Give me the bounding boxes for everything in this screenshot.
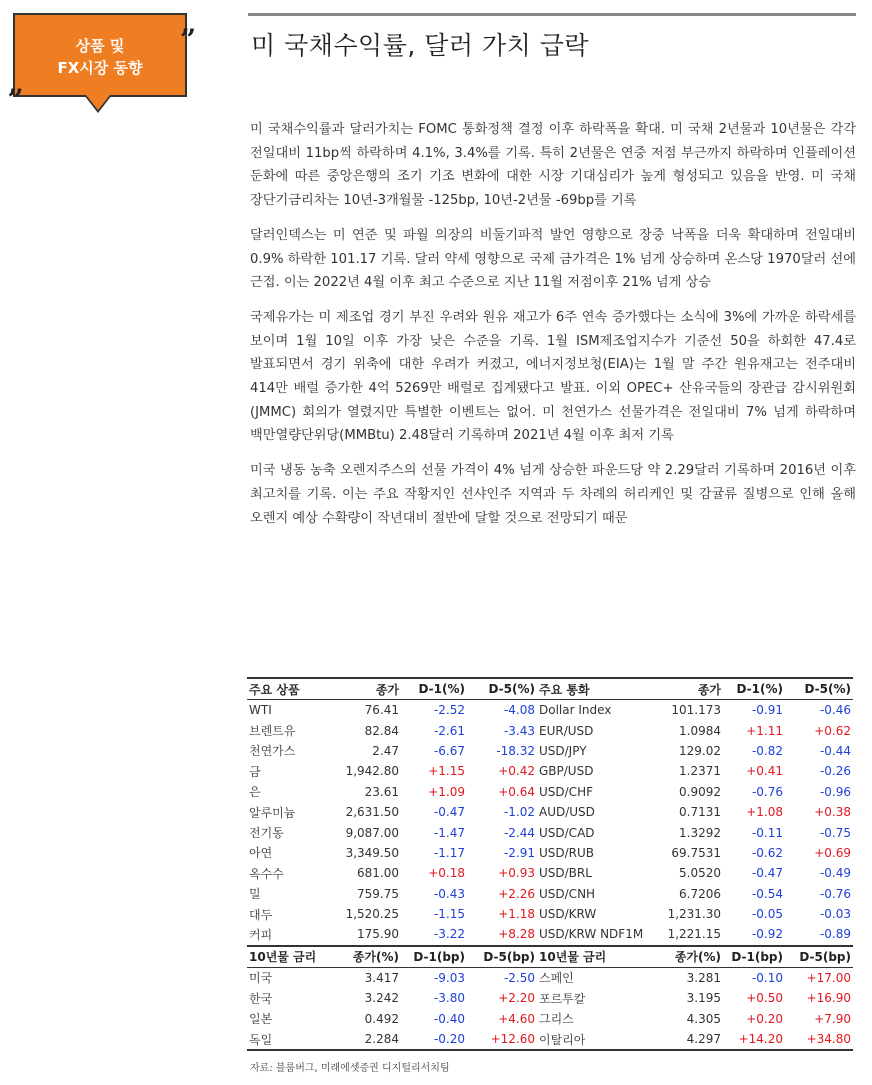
- table-cell: -3.22: [433, 927, 465, 942]
- table-cell: +0.93: [498, 866, 535, 881]
- table-row: [247, 988, 853, 1008]
- paragraph: 미 국채수익률과 달러가치는 FOMC 통화정책 결정 이후 하락폭을 확대. 미 국채 2년물과 10년물은 각각 전일대비 11bp씩 하락하며 4.1%, 3.4%를 기록. 특히 2년물은 연중 저점 부근까지 하락하며 인플레이션 둔화에 따른 중앙은행의 조기 기조 변화에 대한 시장 기대심리가 높게 형성되고 있음을 반영. 미 국채 장단기금리차는 10년-3개월물 -125bp, 10년-2년물 -69bp를 기록: [250, 122, 856, 209]
- table-row: [247, 761, 853, 781]
- table-cell: -0.40: [433, 1011, 465, 1026]
- column-header: D-1(%): [723, 678, 785, 700]
- column-header: 종가: [649, 678, 723, 700]
- table-cell: -4.08: [503, 703, 535, 718]
- table-row: [247, 904, 853, 924]
- table-cell: 129.02: [679, 743, 721, 758]
- table-cell: GBP/USD: [539, 764, 594, 779]
- column-header: 종가: [327, 678, 401, 700]
- table-cell: +0.20: [746, 1011, 783, 1026]
- source-note: 자료: 블룸버그, 미래에셋증권 디지털리서치팀: [250, 1063, 450, 1074]
- table-cell: 0.492: [364, 1011, 399, 1026]
- table-cell: -0.91: [751, 703, 783, 718]
- table-cell: +16.90: [806, 991, 851, 1006]
- table-cell: 1,221.15: [667, 927, 721, 942]
- table-header-row: [247, 946, 853, 968]
- table-cell: -3.43: [503, 723, 535, 738]
- column-header: D-5(%): [785, 678, 853, 700]
- quote-mark-close-icon: ”: [180, 23, 197, 56]
- column-header: D-5(%): [467, 678, 537, 700]
- section-badge: [13, 13, 187, 97]
- table-cell: 그리스: [539, 1012, 574, 1027]
- column-header: 주요 상품: [247, 678, 327, 700]
- table-cell: 2.284: [327, 1029, 401, 1050]
- table-cell: 금: [249, 764, 261, 779]
- table-cell: 759.75: [357, 886, 399, 901]
- table-cell: USD/KRW NDF1M: [539, 927, 644, 942]
- table-cell: 1,942.80: [345, 764, 399, 779]
- table-cell: -0.49: [819, 866, 851, 881]
- column-header: 종가(%): [649, 946, 723, 968]
- paragraph: 달러인덱스는 미 연준 및 파월 의장의 비둘기파적 발언 영향으로 장중 낙폭을 더욱 확대하며 전일대비 0.9% 하락한 101.17 기록. 달러 약세 영향으로 국제 금가격은 1% 넘게 상승하며 온스당 1970달러 선에 근접. 이는 2022년 4월 이후 최고 수준으로 지난 11월 저점이후 21% 넘게 상승: [250, 227, 856, 291]
- table-cell: 2,631.50: [345, 805, 399, 820]
- table-cell: -9.03: [433, 970, 465, 985]
- table-cell: 전기동: [249, 826, 284, 841]
- table-cell: -0.44: [819, 743, 851, 758]
- table-cell: 옥수수: [249, 866, 284, 881]
- table-cell: -0.47: [433, 805, 465, 820]
- table-cell: -0.89: [819, 927, 851, 942]
- table-cell: -0.92: [751, 927, 783, 942]
- table-cell: 3.242: [364, 991, 399, 1006]
- table-cell: -0.75: [819, 825, 851, 840]
- table-cell: 681.00: [357, 866, 399, 881]
- table-cell: +0.64: [498, 784, 535, 799]
- table-cell: 포르투칼: [539, 991, 586, 1006]
- table-cell: +0.50: [746, 991, 783, 1006]
- column-header: 종가(%): [327, 946, 401, 968]
- table-cell: -0.47: [751, 866, 783, 881]
- table-cell: WTI: [249, 703, 272, 718]
- table-cell: 3,349.50: [345, 845, 399, 860]
- table-cell: 3.417: [364, 970, 399, 985]
- table-cell: 0.9092: [679, 784, 721, 799]
- table-cell: 2.47: [372, 743, 399, 758]
- table-cell: -1.15: [433, 907, 465, 922]
- table-row: [247, 720, 853, 740]
- column-header: D-1(bp): [401, 946, 467, 968]
- table-row: [247, 967, 853, 988]
- table-cell: +0.18: [428, 866, 465, 881]
- table-cell: 한국: [249, 991, 273, 1006]
- table-cell: USD/CHF: [539, 784, 593, 799]
- table-cell: 4.305: [686, 1011, 721, 1026]
- table-cell: 스페인: [539, 971, 574, 986]
- table-cell: USD/JPY: [539, 743, 587, 758]
- table-cell: +2.26: [498, 886, 535, 901]
- table-cell: 76.41: [364, 703, 399, 718]
- table-cell: AUD/USD: [539, 805, 595, 820]
- table-cell: -0.82: [751, 743, 783, 758]
- column-header: 10년물 금리: [247, 946, 327, 968]
- table-cell: -0.62: [751, 845, 783, 860]
- table-cell: USD/KRW: [539, 907, 597, 922]
- table-cell: +4.60: [498, 1011, 535, 1026]
- column-header: D-1(bp): [723, 946, 785, 968]
- table-cell: +0.62: [814, 723, 851, 738]
- table-cell: -2.52: [433, 703, 465, 718]
- table-cell: 1.0984: [679, 723, 721, 738]
- table-cell: +1.11: [746, 723, 783, 738]
- table-cell: 알루미늄: [249, 805, 296, 820]
- table-cell: 독일: [247, 1029, 327, 1050]
- table-cell: +0.42: [498, 764, 535, 779]
- table-cell: +1.15: [428, 764, 465, 779]
- table-cell: 1,231.30: [667, 907, 721, 922]
- table-cell: +2.20: [498, 991, 535, 1006]
- table-row: [247, 822, 853, 842]
- table-cell: 175.90: [357, 927, 399, 942]
- table-cell: 밀: [249, 887, 261, 902]
- paragraph: 미국 냉동 농축 오렌지주스의 선물 가격이 4% 넘게 상승한 파운드당 약 2.29달러 기록하며 2016년 이후 최고치를 기록. 이는 주요 작황지인 선샤인주 지역과 두 차례의 허리케인 및 감귤류 질병으로 인해 올해 오렌지 예상 수확량이 작년대비 절반에 달할 것으로 전망되기 때문: [250, 463, 856, 526]
- table-cell: 은: [249, 785, 261, 800]
- table-cell: -0.76: [819, 886, 851, 901]
- paragraph: 국제유가는 미 제조업 경기 부진 우려와 원유 재고가 6주 연속 증가했다는 소식에 3%에 가까운 하락세를 보이며 1월 10일 이후 가장 낮은 수준을 기록. 1월 ISM제조업지수가 기준선 50을 하회한 47.4로 발표되면서 경기 위축에 대한 우려가 커졌고, 에너지정보청(EIA)는 1월 말 주간 원유재고는 전주대비 414만 배럴 증가한 4억 5269만 배럴로 집계됐다고 발표. 이외 OPEC+ 산유국들의 장관급 감시위원회(JMMC) 회의가 열렸지만 특별한 이벤트는 없어. 미 천연가스 선물가격은 전일대비 7% 넘게 하락하며 백만열량단위당(MMBtu) 2.48달러 기록하며 2021년 4월 이후 최저 기록: [250, 309, 856, 444]
- market-table: [247, 677, 853, 1051]
- table-cell: 커피: [249, 927, 273, 942]
- table-row: [247, 782, 853, 802]
- table-cell: +14.20: [723, 1029, 785, 1050]
- table-cell: -18.32: [496, 743, 535, 758]
- table-row: [247, 1008, 853, 1028]
- badge-tail-fill: [86, 95, 110, 110]
- table-cell: 미국: [249, 971, 273, 986]
- table-cell: -0.96: [819, 784, 851, 799]
- table-cell: 1,520.25: [345, 907, 399, 922]
- quote-mark-open-icon: „: [8, 67, 25, 100]
- table-cell: +12.60: [467, 1029, 537, 1050]
- table-cell: +34.80: [785, 1029, 853, 1050]
- title-rule: [248, 13, 856, 16]
- table-cell: 대두: [249, 907, 273, 922]
- table-row: [247, 924, 853, 945]
- table-cell: -2.91: [503, 845, 535, 860]
- table-cell: -0.20: [401, 1029, 467, 1050]
- table-cell: 아연: [249, 846, 273, 861]
- table-cell: 69.7531: [671, 845, 721, 860]
- table-cell: -2.50: [503, 970, 535, 985]
- table-cell: -2.44: [503, 825, 535, 840]
- badge-line-1: 상품 및: [75, 37, 125, 55]
- table-cell: -0.03: [819, 907, 851, 922]
- badge-line-2: FX시장 동향: [57, 59, 143, 77]
- table-cell: 이탈리아: [537, 1029, 649, 1050]
- table-cell: 0.7131: [679, 805, 721, 820]
- table-cell: 3.195: [686, 991, 721, 1006]
- table-row: [247, 700, 853, 721]
- table-row: [247, 741, 853, 761]
- table-cell: -1.47: [433, 825, 465, 840]
- table-cell: +0.41: [746, 764, 783, 779]
- table-cell: -0.26: [819, 764, 851, 779]
- table-cell: USD/CAD: [539, 825, 595, 840]
- table-cell: 6.7206: [679, 886, 721, 901]
- table-cell: +7.90: [814, 1011, 851, 1026]
- table-cell: -1.17: [433, 845, 465, 860]
- table-cell: +0.38: [814, 805, 851, 820]
- table-cell: 5.0520: [679, 866, 721, 881]
- table-cell: +8.28: [498, 927, 535, 942]
- table-row: [247, 1029, 853, 1050]
- column-header: D-1(%): [401, 678, 467, 700]
- table-cell: USD/BRL: [539, 866, 592, 881]
- table-cell: -3.80: [433, 991, 465, 1006]
- table-cell: -6.67: [433, 743, 465, 758]
- table-cell: 일본: [249, 1012, 273, 1027]
- table-cell: 23.61: [364, 784, 399, 799]
- table-cell: 82.84: [364, 723, 399, 738]
- table-cell: Dollar Index: [539, 703, 612, 718]
- table-cell: -1.02: [503, 805, 535, 820]
- column-header: D-5(bp): [467, 946, 537, 968]
- article-body: [250, 118, 856, 541]
- table-cell: 1.3292: [679, 825, 721, 840]
- page-title: 미 국채수익률, 달러 가치 급락: [251, 31, 590, 60]
- table-cell: USD/RUB: [539, 845, 595, 860]
- table-cell: -0.10: [751, 970, 783, 985]
- table-row: [247, 884, 853, 904]
- table-cell: 1.2371: [679, 764, 721, 779]
- table-cell: -0.05: [751, 907, 783, 922]
- table-cell: +1.18: [498, 907, 535, 922]
- table-cell: -0.46: [819, 703, 851, 718]
- table-row: [247, 843, 853, 863]
- table-cell: -0.54: [751, 886, 783, 901]
- table-cell: 3.281: [686, 970, 721, 985]
- column-header: 10년물 금리: [537, 946, 649, 968]
- table-row: [247, 863, 853, 883]
- table-cell: 천연가스: [249, 744, 296, 759]
- table-cell: +0.69: [814, 845, 851, 860]
- column-header: 주요 통화: [537, 678, 649, 700]
- table-cell: +1.09: [428, 784, 465, 799]
- table-cell: -2.61: [433, 723, 465, 738]
- table-cell: 브렌트유: [249, 724, 296, 739]
- table-cell: +17.00: [806, 970, 851, 985]
- table-row: [247, 802, 853, 822]
- table-cell: 4.297: [649, 1029, 723, 1050]
- table-cell: -0.43: [433, 886, 465, 901]
- table-cell: USD/CNH: [539, 886, 596, 901]
- table-cell: 9,087.00: [345, 825, 399, 840]
- table-cell: EUR/USD: [539, 723, 594, 738]
- column-header: D-5(bp): [785, 946, 853, 968]
- table-cell: -0.11: [751, 825, 783, 840]
- table-header-row: [247, 678, 853, 700]
- table-cell: -0.76: [751, 784, 783, 799]
- table-cell: +1.08: [746, 805, 783, 820]
- table-cell: 101.173: [671, 703, 721, 718]
